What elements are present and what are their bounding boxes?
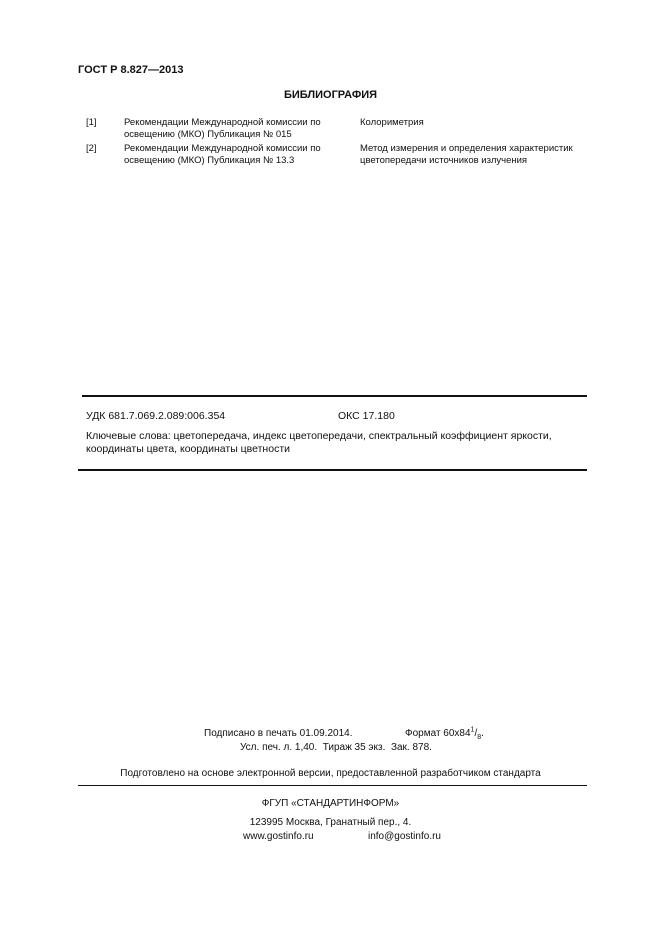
source-line: освещению (МКО) Публикация № 015: [124, 129, 292, 140]
paper-format: Формат $60х84^1/_8$.: [405, 726, 484, 741]
print-details: [240, 741, 432, 755]
signed-date: Подписано в печать 01.09.2014.: [204, 728, 353, 739]
imprint-divider: [78, 785, 587, 786]
udk-code: УДК 681.7.069.2.089:006.354: [86, 410, 226, 422]
source-line: освещению (МКО) Публикация № 13.3: [124, 155, 295, 166]
email-link[interactable]: info@gostinfo.ru: [368, 831, 441, 842]
publisher: ФГУП «СТАНДАРТИНФОРМ»: [261, 798, 400, 809]
order-number: Зак. 878.: [390, 742, 432, 753]
format-numerator: 1: [470, 726, 475, 734]
bibliography-entry-source: [124, 117, 321, 141]
publisher-address: 123995 Москва, Гранатный пер., 4.: [249, 817, 412, 828]
title-line: цветопередачи источников излучения: [360, 155, 528, 166]
format-tail: .: [481, 728, 484, 739]
bibliography-entry-title: [360, 143, 573, 167]
bottom-divider: [78, 469, 587, 471]
keywords-line: Ключевые слова: цветопередача, индекс цветопередачи, спектральный коэффициент яркости,: [86, 430, 552, 442]
format-denominator: 8: [477, 734, 482, 741]
bibliography-entry-number: [2]: [86, 143, 97, 154]
bibliography-title: БИБЛИОГРАФИЯ: [283, 89, 378, 101]
website-link[interactable]: www.gostinfo.ru: [243, 831, 314, 842]
title-line: Метод измерения и определения характеристик: [360, 143, 573, 154]
top-divider: [82, 395, 587, 397]
prepared-note: Подготовлено на основе электронной версии, предоставленной разработчиком стандарта: [120, 768, 541, 779]
print-sheets: Усл. печ. л. 1,40.: [240, 742, 318, 753]
standard-id: ГОСТ Р 8.827—2013: [78, 64, 184, 76]
keywords: [86, 430, 552, 456]
title-line: Колориметрия: [360, 117, 424, 128]
oks-code: ОКС 17.180: [338, 410, 395, 422]
circulation: Тираж 35 экз.: [322, 742, 386, 753]
source-line: Рекомендации Международной комиссии по: [124, 117, 321, 128]
source-line: Рекомендации Международной комиссии по: [124, 143, 321, 154]
keywords-line: координаты цвета, координаты цветности: [86, 443, 290, 455]
format-label: Формат 60х84: [405, 728, 471, 739]
bibliography-entry-number: [1]: [86, 117, 97, 128]
bibliography-entry-title: [360, 117, 424, 129]
bibliography-entry-source: [124, 143, 321, 167]
